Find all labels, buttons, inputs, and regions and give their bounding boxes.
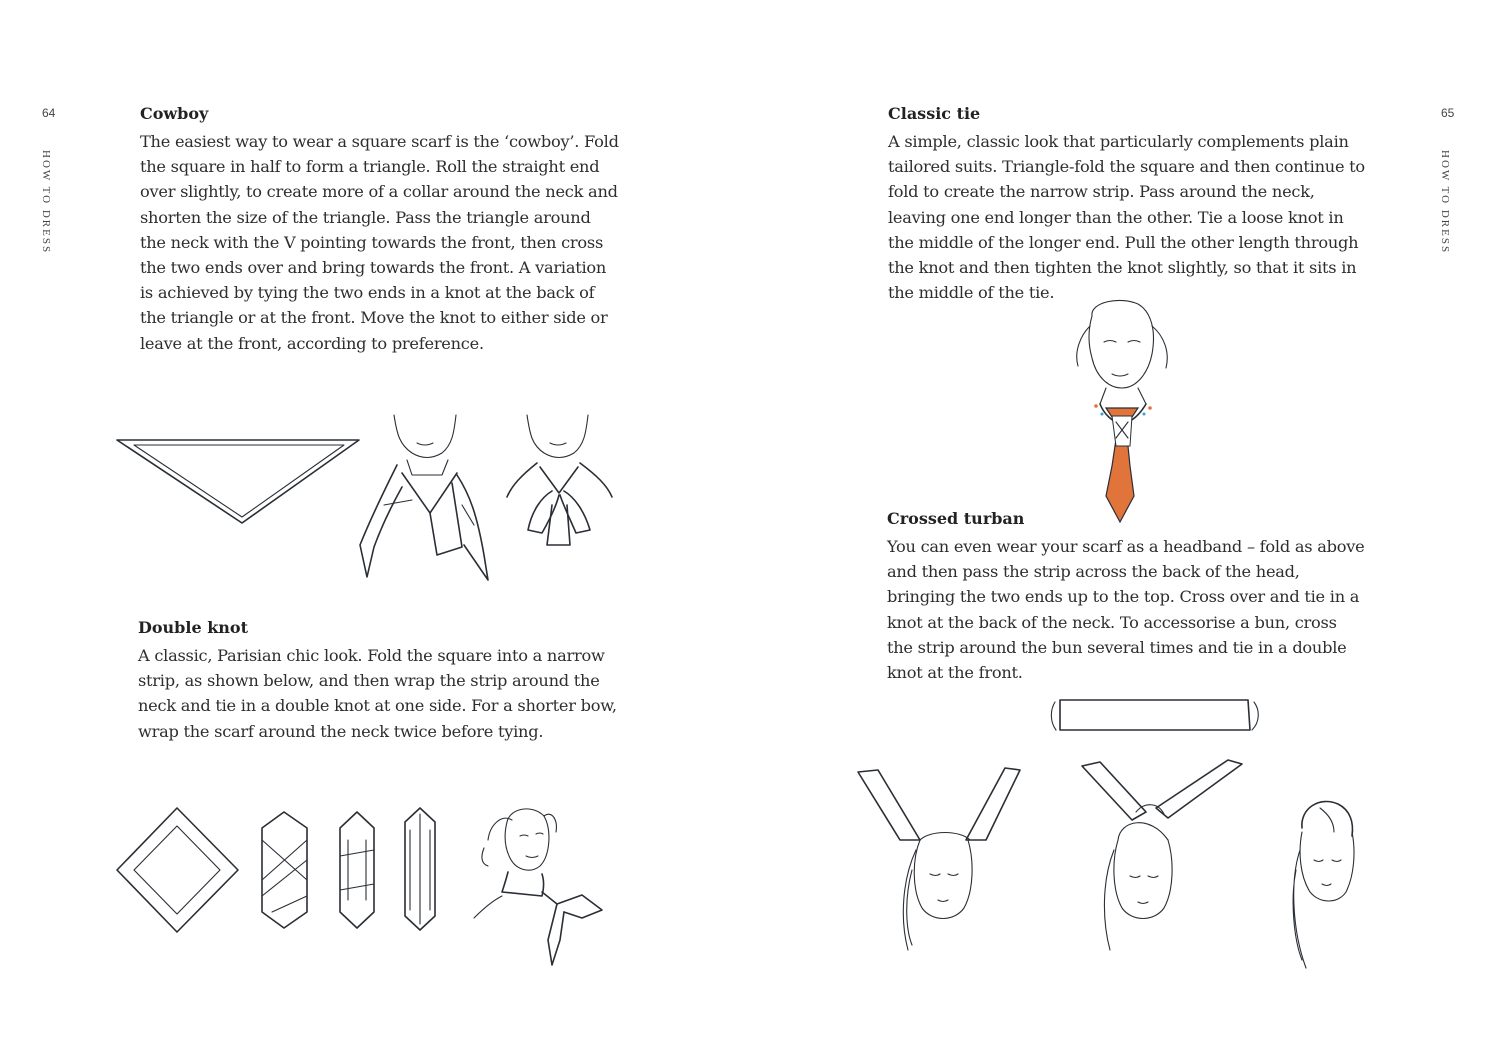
page-number-left: 64 xyxy=(42,106,56,120)
folded-strip-illustration xyxy=(1051,700,1258,730)
section-title-cowboy: Cowboy xyxy=(140,104,209,123)
section-classic-tie xyxy=(888,103,1368,305)
double-knot-illustrations xyxy=(112,800,622,980)
running-head-left: HOW TO DRESS xyxy=(40,150,52,255)
page-number-right: 65 xyxy=(1441,106,1455,120)
running-head-right: HOW TO DRESS xyxy=(1439,150,1451,255)
cowboy-wear-illustration-2 xyxy=(507,415,612,545)
double-knot-wear-illustration xyxy=(474,809,602,965)
folding-step-2-illustration xyxy=(340,812,374,928)
crossed-turban-illustrations xyxy=(850,690,1370,980)
section-body-cowboy: The easiest way to wear a square scarf is the ‘cowboy’. Fold the square in half to form a triangle. Roll the straight end over slightly, to create more of a collar around the neck and shorten the size of the triangle. Pass the triangle around the neck with the V pointing towards the front, then cross the two ends over and bring towards the front. A variation is achieved by tying the two ends in a knot at the back of the triangle or at the front. Move the knot to either side or leave at the front, according to preference. xyxy=(140,132,619,353)
square-scarf-illustration xyxy=(117,808,238,932)
folded-triangle-illustration xyxy=(117,440,359,523)
section-cowboy xyxy=(140,103,620,356)
section-body-classic-tie: A simple, classic look that particularly complements plain tailored suits. Triangle-fold the square and then continue to fold to create the narrow strip. Pass around the neck, leaving one end longer than the other. Tie a loose knot in the middle of the longer end. Pull the other length through the knot and then tighten the knot slightly, so that it sits in the middle of the tie. xyxy=(888,132,1365,303)
folding-step-1-illustration xyxy=(262,812,307,928)
section-double-knot xyxy=(138,617,618,744)
section-crossed-turban xyxy=(887,508,1367,685)
turban-step-1-illustration xyxy=(858,768,1020,950)
section-body-double-knot: A classic, Parisian chic look. Fold the square into a narrow strip, as shown below, and then wrap the strip around the neck and tie in a double knot at one side. For a shorter bow, wrap the scarf around the neck twice before tying. xyxy=(138,646,617,741)
classic-tie-illustration xyxy=(1060,296,1190,528)
section-body-crossed-turban: You can even wear your scarf as a headband – fold as above and then pass the strip across the back of the head, bringing the two ends up to the top. Cross over and tie in a knot at the back of the neck. To accessorise a bun, cross the strip around the bun several times and tie in a double knot at the front. xyxy=(887,537,1365,683)
turban-finished-illustration xyxy=(1293,801,1354,968)
section-title-crossed-turban: Crossed turban xyxy=(887,509,1025,528)
section-title-classic-tie: Classic tie xyxy=(888,104,981,123)
turban-step-2-illustration xyxy=(1082,760,1242,950)
cowboy-wear-illustration-1 xyxy=(360,415,488,580)
section-title-double-knot: Double knot xyxy=(138,618,248,637)
folding-step-3-illustration xyxy=(405,808,435,930)
cowboy-illustrations xyxy=(112,405,632,590)
